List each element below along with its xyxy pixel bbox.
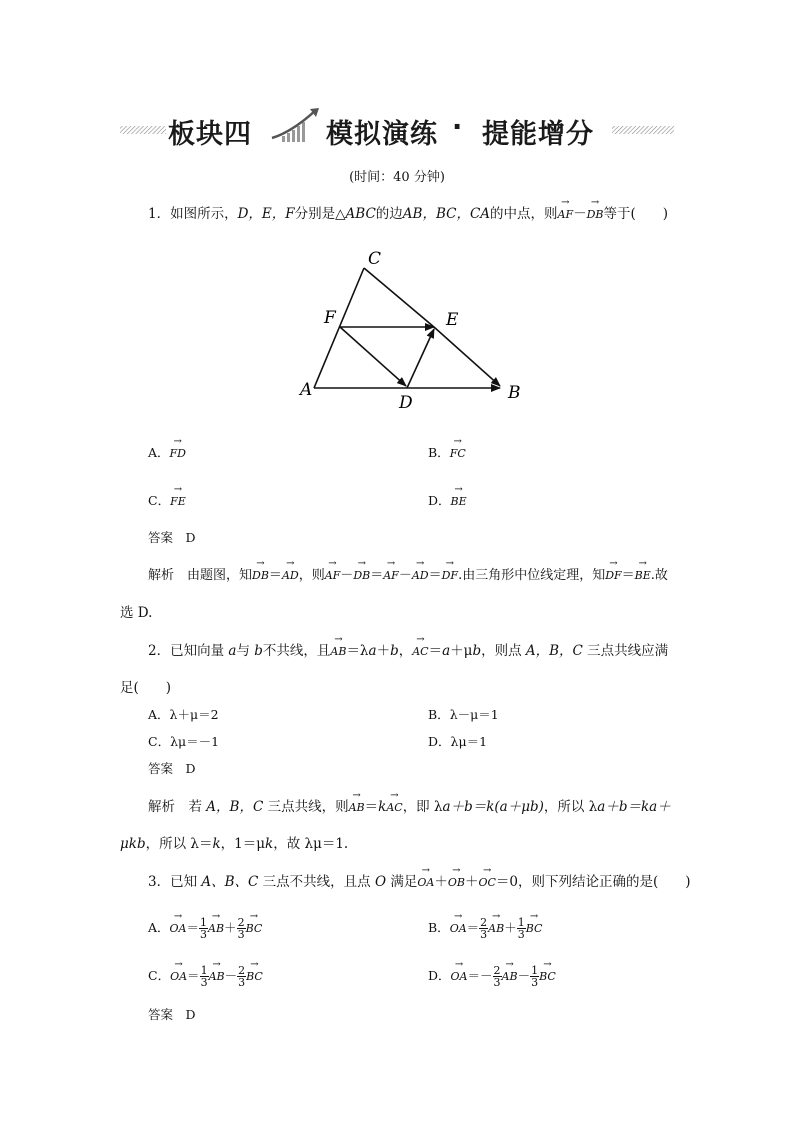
q2-analysis: 解析 若 A，B，C 三点共线，则→ AB＝k→ AC，即 λa＋b＝k(a＋μb)，所以 λa＋b＝ka＋: [148, 797, 671, 818]
q3-stem: 3．已知 A、B、C 三点不共线，且点 O 满足→ OA＋→ OB＋→ OC＝0，则下列结论正确的是( ): [148, 872, 691, 893]
header-title-part2: 模拟演练: [326, 119, 438, 150]
time-note: (时间：40 分钟): [349, 170, 445, 185]
vector-fd-arrow: [340, 327, 406, 386]
q1-stem: 1．如图所示，D，E，F分别是△ABC的边AB，BC，CA的中点，则→ AF－→ DB等于( ): [148, 204, 668, 225]
left-hatch-bar: [120, 126, 166, 134]
label-e: E: [446, 310, 459, 330]
q3-option-c: C．→ OA＝ $\frac{1}{3}$ → AB－ $\frac{2}{3}$ → BC: [148, 965, 263, 988]
q1-answer: 答案 D: [148, 530, 196, 545]
q2-stem: 2．已知向量 a与 b不共线，且→ AB＝λa＋b，→ AC＝a＋μb，则点 A，B，C 三点共线应满: [148, 641, 668, 662]
side-ac: [314, 268, 364, 388]
vector-af: → AF: [558, 205, 574, 225]
q1-option-d: D．→ BE: [428, 491, 467, 512]
q2-option-d: D．λμ＝1: [428, 734, 488, 749]
q1-option-b: B．→ FC: [428, 443, 466, 464]
side-eb-arrow: [434, 327, 500, 386]
q1-option-a: A．→ FD: [148, 443, 186, 464]
q3-option-b: B．→ OA＝ $\frac{2}{3}$ → AB＋ $\frac{1}{3}$ → BC: [428, 917, 542, 940]
q2-option-c: C．λμ＝－1: [148, 734, 220, 749]
q3-option-a: A．→ OA＝ $\frac{1}{3}$ → AB＋ $\frac{2}{3}$ → BC: [148, 917, 262, 940]
side-ce: [364, 268, 434, 327]
label-f: F: [324, 308, 336, 328]
q2-option-b: B．λ－μ＝1: [428, 707, 499, 722]
vector-db: → DB: [587, 205, 604, 225]
q2-stem-line2: 足( ): [120, 680, 172, 696]
q2-analysis-line2: μkb，所以 λ＝k，1＝μk，故 λμ＝1.: [120, 836, 349, 852]
q3-option-d: D．→ OA＝－ $\frac{2}{3}$ → AB－ $\frac{1}{3}$ → BC: [428, 965, 556, 988]
q2-answer: 答案 D: [148, 761, 196, 776]
label-b: B: [508, 383, 521, 403]
header-title-dot: ·: [452, 112, 464, 143]
growth-chart-icon: [272, 108, 319, 142]
label-a: A: [300, 380, 313, 400]
q1-option-c: C．→ FE: [148, 491, 186, 512]
label-d: D: [399, 393, 413, 413]
q2-option-a: A．λ＋μ＝2: [148, 707, 219, 722]
right-hatch-bar: [612, 126, 674, 134]
q3-answer: 答案 D: [148, 1007, 196, 1022]
q1-triangle-figure: [288, 240, 533, 418]
header-title-part3: 提能增分: [482, 119, 594, 150]
q1-analysis-line2: 选 D.: [120, 605, 153, 621]
header-title-part1: 板块四: [168, 119, 252, 150]
q1-analysis: 解析 由题图，知→ DB＝→ AD，则→ AF－→ DB＝→ AF－→ AD＝→ DF.由三角形中位线定理，知→ DF＝→ BE.故: [148, 566, 668, 586]
label-c: C: [368, 249, 382, 269]
vector-de-arrow: [407, 329, 434, 388]
